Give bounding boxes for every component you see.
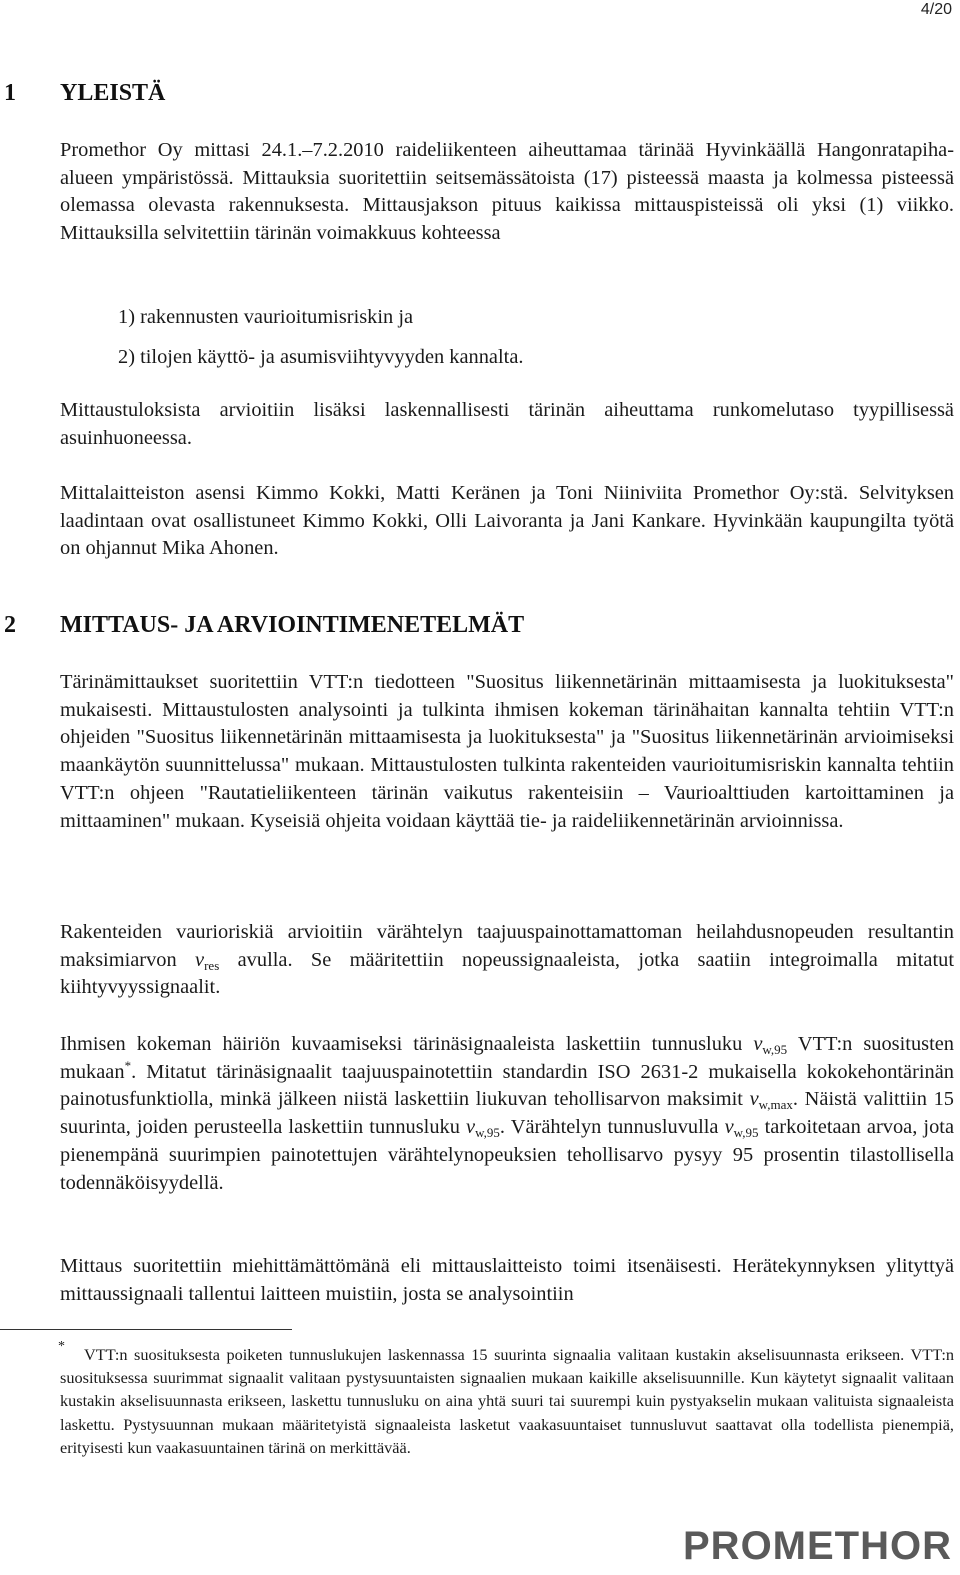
subscript-res: res (204, 957, 220, 973)
section-1-number: 1 (4, 80, 16, 106)
section-1-title: YLEISTÄ (60, 80, 166, 106)
section-2-paragraph-1: Tärinämittaukset suoritettiin VTT:n tiedotteen "Suositus liikennetärinän mittaamisesta ja luokituksesta" mukaisesti. Mittaustulosten analysointi ja tulkinta ihmisen kokeman tärinähaitan kannalta tehtiin VTT:n ohjeiden "Suositus liikennetärinän mittaamisesta ja luokituksesta" ja "Suositus liikennetärinän arvioimiseksi maankäytön suunnittelussa" mukaan. Mittaustulosten tulkinta rakenteiden vaurioitumisriskin kannalta tehtiin VTT:n ohjeen "Rautatieliikenteen tärinän vaikutus rakenteisiin – Vaurioalttiuden kartoittaminen ja mittaaminen" mukaan. Kyseisiä ohjeita voidaan käyttää tie- ja raideliikennetärinän arvioinnissa. (60, 671, 954, 832)
section-2-title: MITTAUS- JA ARVIOINTIMENETELMÄT (60, 612, 525, 638)
footnote (58, 1339, 954, 1459)
section-2-number: 2 (4, 612, 16, 638)
section-2-heading (4, 612, 524, 639)
footnote-separator (0, 1329, 292, 1330)
page-number: 4/20 (920, 1, 952, 18)
section-2-paragraph-2: Rakenteiden vaurioriskiä arvioitiin värähtelyn taajuuspainottamattoman heilahdusnopeuden resultantin maksimiarvon $v_{res}$ avulla. Se määritettiin nopeussignaaleista, jotka saatiin integroimalla mitatut kiihtyvyyssignaalit. (60, 921, 954, 999)
footnote-mark: * (58, 1339, 65, 1354)
list-item-1: 1) rakennusten vaurioitumisriskin ja (118, 306, 414, 328)
section-1-paragraph-3: Mittalaitteiston asensi Kimmo Kokki, Matti Keränen ja Toni Niiniviita Promethor Oy:stä. Selvityksen laadintaan ovat osallistuneet Kimmo Kokki, Olli Laivoranta ja Jani Kankare. Hyvinkään kaupungilta työtä on ohjannut Mika Ahonen. (60, 482, 954, 560)
section-2-paragraph-4: Mittaus suoritettiin miehittämättömänä eli mittauslaitteisto toimi itsenäisesti. Herätekynnyksen ylityttyä mittaussignaali tallentui laitteen muistiin, josta se analysointiin (60, 1255, 954, 1305)
footnote-text: VTT:n suosituksesta poiketen tunnuslukujen laskennassa 15 suurinta signaalia valitaan kustakin akselisuunnasta erikseen. VTT:n suosituksessa suurimmat signaalit valitaan pystysuuntaisten signaalien mukaan kaikille akselisuunnille. Kun käytetyt signaalit valitaan kustakin akselisuunnasta erikseen, laskettu tunnusluku on aina yhtä suuri tai suurempi kuin pystyakselin mukaan valituista signaaleista laskettu. Pystysuunnan mukaan määritetyistä signaaleista lasketut vaakasuuntaiset tunnusluvut saattavat olla todellista pienempiä, erityisesti kun vaakasuuntainen tärinä on merkittävää. (60, 1345, 954, 1457)
symbol-v: v (195, 948, 205, 971)
list-item-2: 2) tilojen käyttö- ja asumisviihtyvyyden kannalta. (118, 346, 524, 368)
section-2-paragraph-3: Ihmisen kokeman häiriön kuvaamiseksi tärinäsignaaleista laskettiin tunnusluku $v_{w,95}$ VTT:n suositusten mukaan*. Mitatut tärinäsignaalit taajuuspainotettiin standardin ISO 2631-2 mukaisella kokokehontärinän painotusfunktiolla, minkä jälkeen niistä laskettiin liukuvan tehollisarvon maksimit $v_{w,max}$. Näistä valittiin 15 suurinta, joiden perusteella laskettiin tunnusluku $v_{w,95}$. Värähtelyn tunnusluvulla $v_{w,95}$ tarkoitetaan arvoa, jota pienempänä suurimpien painotettujen värähtelynopeuksien tehollisarvo pysyy 95 prosentin tilastollisella todennäköisyydellä. (60, 1033, 954, 1194)
section-1-paragraph-1: Promethor Oy mittasi 24.1.–7.2.2010 raideliikenteen aiheuttamaa tärinää Hyvinkäällä Hangonratapiha-alueen ympäristössä. Mittauksia suoritettiin seitsemässätoista (17) pisteessä maasta ja kolmessa pisteessä olemassa olevasta rakennuksesta. Mittausjakson pituus kaikissa mittauspisteissä oli yksi (1) viikko. Mittauksilla selvitettiin tärinän voimakkuus kohteessa (60, 139, 954, 245)
footnote-reference: * (124, 1057, 132, 1073)
section-1-paragraph-2: Mittaustuloksista arvioitiin lisäksi laskennallisesti tärinän aiheuttama runkomelutaso tyypillisessä asuinhuoneessa. (60, 399, 954, 449)
section-1-heading (4, 80, 165, 107)
promethor-logo: PROMETHOR (683, 1524, 952, 1568)
